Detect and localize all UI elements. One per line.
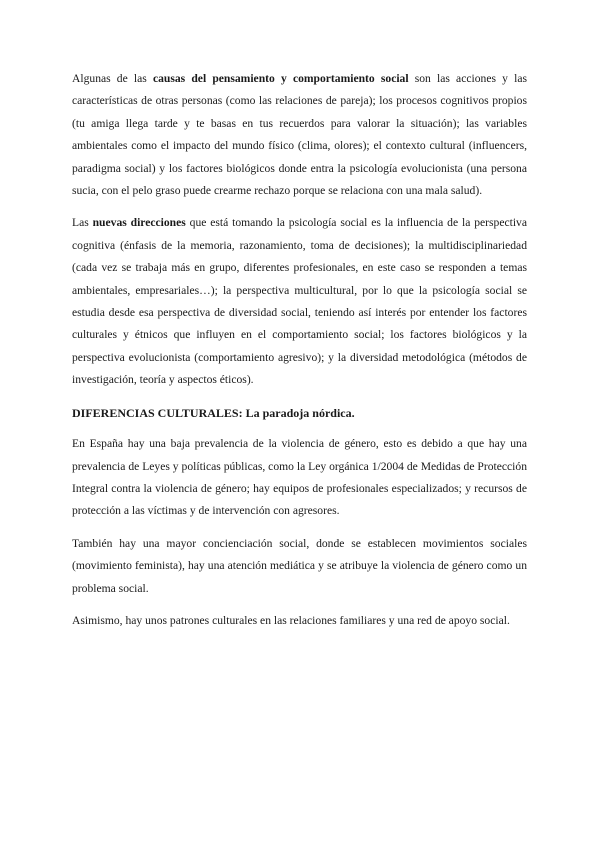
paragraph-concienciacion: También hay una mayor concienciación social, donde se establecen movimientos sociales (movimiento feminista), hay una atención mediática y se atribuye la violencia de género como un problema social. [72, 536, 527, 595]
paragraph-espana: En España hay una baja prevalencia de la violencia de género, esto es debido a que hay una prevalencia de Leyes y políticas públicas, como la Ley orgánica 1/2004 de Medidas de Protección Integral contra la violencia de género; hay equipos de profesionales especializados; y recursos de protección a las víctimas y de intervención con agresores. [72, 437, 527, 518]
paragraph-causas-intro: Algunas de las [72, 72, 153, 85]
section-heading-sub: : La paradoja nórdica. [238, 405, 355, 420]
document-body [72, 68, 527, 642]
paragraph-causas [72, 68, 527, 202]
paragraph-direcciones-text: que está tomando la psicología social es la influencia de la perspectiva cognitiva (énfasis de la memoria, razonamiento, toma de decisiones); la multidisciplinariedad (cada vez se trabaja más en grupo, diferentes profesionales, en este caso se responden a temas ambientales, empresariales…); la perspectiva multicultural, por lo que la psicología social se estudia desde esa perspectiva de diversidad social, teniendo así interés por entender los factores culturales y étnicos que influyen en el comportamiento social; los factores biológicos y la perspectiva evolucionista (comportamiento agresivo); y la diversidad metodológica (métodos de investigación, teoría y aspectos éticos). [72, 216, 527, 387]
paragraph-direcciones-bold: nuevas direcciones [92, 216, 186, 230]
paragraph-patrones: Asimismo, hay unos patrones culturales en las relaciones familiares y una red de apoyo social. [72, 613, 510, 627]
paragraph-nuevas-direcciones [72, 212, 527, 391]
paragraph-direcciones-intro: Las [72, 216, 93, 230]
section-heading [72, 402, 527, 424]
section-heading-main: DIFERENCIAS CULTURALES [72, 405, 239, 420]
paragraph-causas-bold: causas del pensamiento y comportamiento social [152, 72, 409, 85]
paragraph-causas-text: son las acciones y las características de otras personas (como las relaciones de pareja); los procesos cognitivos propios (tu amiga llega tarde y te basas en tus recuerdos para valorar la situación); las variables ambientales como el impacto del mundo físico (clima, olores); el contexto cultural (influencers, paradigma social) y los factores biológicos donde entra la psicología evolucionista (una persona sucia, con el pelo graso puede crearme rechazo porque se relaciona con una mala salud). [72, 72, 527, 198]
